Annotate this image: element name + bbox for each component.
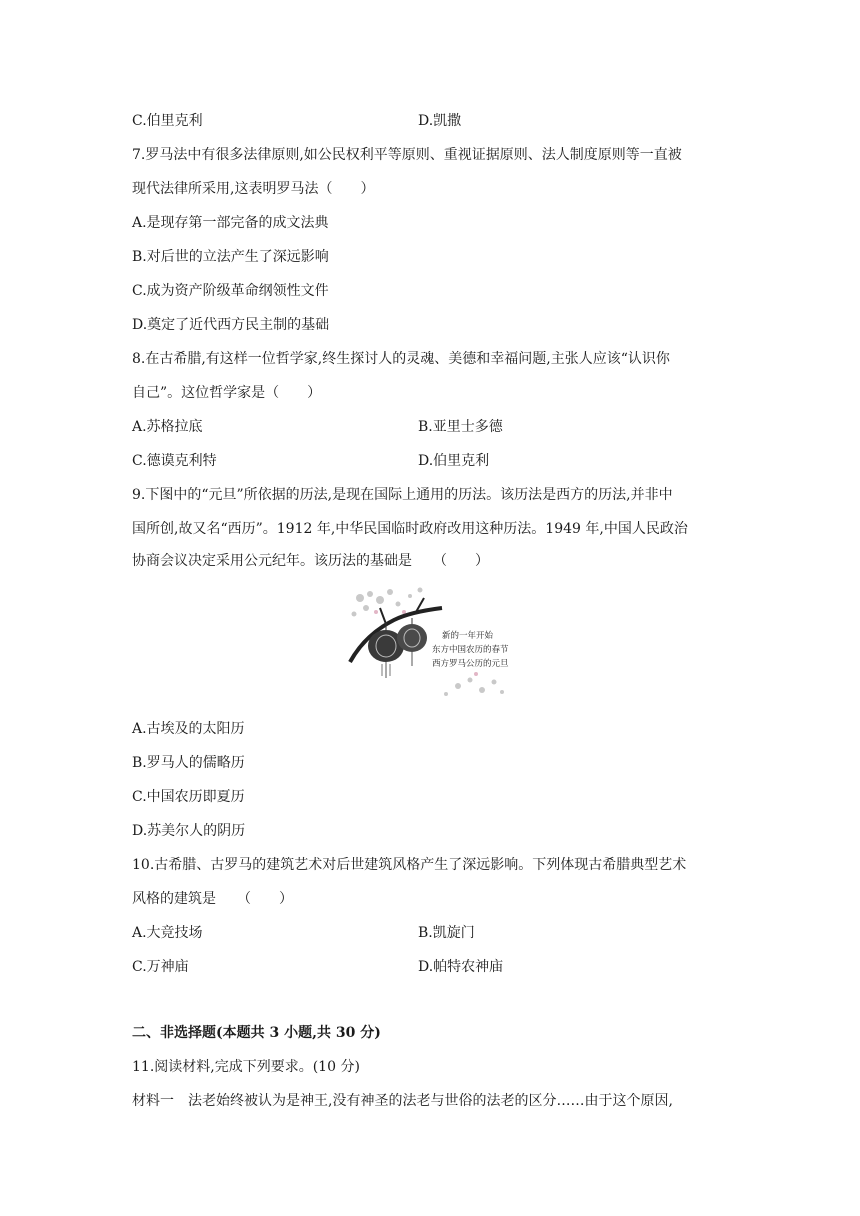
figure-caption-line-2: 东方中国农历的春节 [432,645,509,655]
q9-option-b: B.罗马人的儒略历 [132,755,245,771]
q10-option-b: B.凯旋门 [418,925,475,941]
q7-option-b: B.对后世的立法产生了深远影响 [132,249,329,265]
q10-option-a: A.大竞技场 [132,925,203,941]
q8-option-b: B.亚里士多德 [418,419,503,435]
lantern-right [397,624,427,652]
q8-stem-line-1: 8.在古希腊,有这样一位哲学家,终生探讨人的灵魂、美德和幸福问题,主张人应该“认识你 [132,351,670,367]
q9-stem-line-3: 协商会议决定采用公元纪年。该历法的基础是 （ ） [132,553,489,569]
q7-option-a: A.是现存第一部完备的成文法典 [132,215,329,231]
new-year-lantern-figure [346,586,510,704]
q8-option-a: A.苏格拉底 [132,419,203,435]
q10-stem-line-2: 风格的建筑是 （ ） [132,891,293,907]
q6-option-d: D.凯撒 [418,113,462,129]
q10-stem-line-1: 10.古希腊、古罗马的建筑艺术对后世建筑风格产生了深远影响。下列体现古希腊典型艺术 [132,857,687,873]
q10-option-d: D.帕特农神庙 [418,959,504,975]
q11-stem: 11.阅读材料,完成下列要求。(10 分) [132,1059,360,1075]
q10-option-c: C.万神庙 [132,959,189,975]
q8-stem-line-2: 自己”。这位哲学家是（ ） [132,385,322,401]
q9-option-a: A.古埃及的太阳历 [132,721,245,737]
q7-option-c: C.成为资产阶级革命纲领性文件 [132,283,329,299]
q8-option-c: C.德谟克利特 [132,453,217,469]
q7-stem-line-2: 现代法律所采用,这表明罗马法（ ） [132,181,375,197]
figure-caption-line-1: 新的一年开始 [442,631,494,641]
q6-option-c: C.伯里克利 [132,113,203,129]
q9-option-c: C.中国农历即夏历 [132,789,245,805]
q7-stem-line-1: 7.罗马法中有很多法律原则,如公民权利平等原则、重视证据原则、法人制度原则等一直被 [132,147,682,163]
section-2-heading: 二、非选择题(本题共 3 小题,共 30 分) [132,1025,381,1041]
q9-stem-line-1: 9.下图中的“元旦”所依据的历法,是现在国际上通用的历法。该历法是西方的历法,并非中 [132,487,673,503]
figure-caption-line-3: 西方罗马公历的元旦 [432,659,509,669]
q8-option-d: D.伯里克利 [418,453,490,469]
q9-option-d: D.苏美尔人的阴历 [132,823,246,839]
q11-material-1: 材料一 法老始终被认为是神王,没有神圣的法老与世俗的法老的区分……由于这个原因, [132,1093,673,1109]
q9-stem-line-2: 国所创,故又名“西历”。1912 年,中华民国临时政府改用这种历法。1949 年,中国人民政治 [132,521,688,537]
q7-option-d: D.奠定了近代西方民主制的基础 [132,317,330,333]
